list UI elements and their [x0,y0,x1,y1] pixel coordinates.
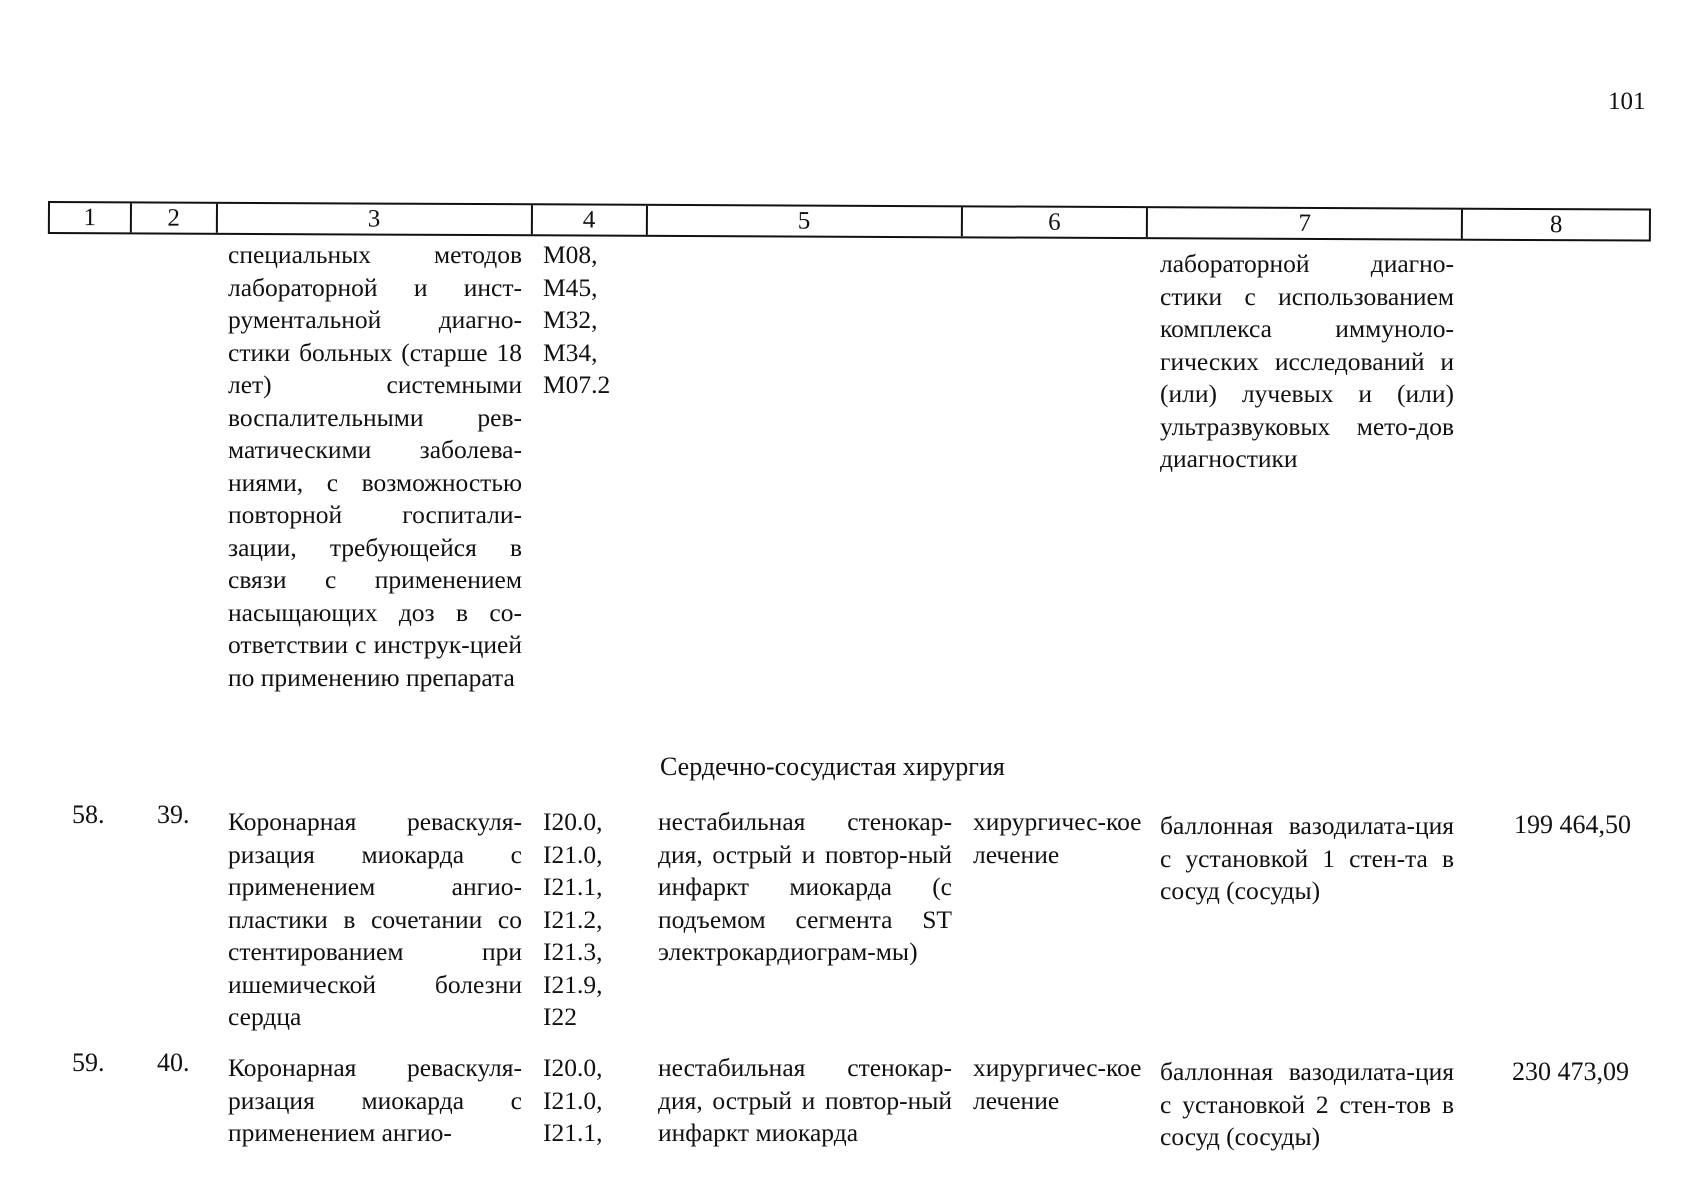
row-58-col7: баллонная вазодилата-ция с установкой 1 стен-та в сосуд (сосуды) [1160,811,1454,905]
row-58-col3: Коронарная реваскуля-ризация миокарда с применением ангио-пластики в сочетании со стентированием при ишемической болезни сердца [228,807,522,1031]
continuation-col4: M08, M45, M32, M34, M07.2 [543,240,611,399]
header-col-2: 2 [132,203,218,232]
table-header-row [48,201,1651,242]
header-col-6: 6 [963,207,1149,237]
row-58-col2: 39. [157,800,190,829]
row-58-col8: 199 464,50 [1514,810,1631,839]
header-col-7: 7 [1148,208,1463,238]
header-col-3: 3 [217,204,532,234]
header-col-5: 5 [647,206,962,236]
row-59-col1: 59. [72,1048,105,1077]
row-59-col8: 230 473,09 [1512,1057,1629,1086]
row-58-col6: хирургичес-кое лечение [973,807,1142,869]
row-59-col4: I20.0, I21.0, I21.1, [543,1053,603,1147]
row-59-col7: баллонная вазодилата-ция с установкой 2 стен-тов в сосуд (сосуды) [1160,1057,1454,1151]
row-58-col4: I20.0, I21.0, I21.1, I21.2, I21.3, I21.9, I22 [543,807,603,1031]
page-number: 101 [1608,88,1646,115]
row-59-col3: Коронарная реваскуля-ризация миокарда с применением ангио- [228,1053,522,1147]
header-col-1: 1 [50,203,132,232]
header-col-8: 8 [1549,210,1563,238]
row-58-col1: 58. [72,800,105,829]
row-59-col6: хирургичес-кое лечение [973,1053,1142,1115]
row-59-col2: 40. [157,1048,190,1077]
row-59-col5: нестабильная стенокар-дия, острый и повтор-ный инфаркт миокарда [658,1053,952,1147]
row-58-col5: нестабильная стенокар-дия, острый и повтор-ный инфаркт миокарда (с подъемом сегмента ST электрокардиограм-мы) [658,807,952,966]
continuation-col7: лабораторной диагно-стики с использованием комплекса иммуноло-гических исследований и (или) лучевых и (или) ультразвуковых мето-дов диагностики [1160,249,1454,473]
header-col-4: 4 [533,205,648,235]
continuation-col3: специальных методов лабораторной и инст-рументальной диагно-стики больных (старше 18 лет) системными воспалительными рев-матическими заболева-ниями, с возможностью повторной госпитали-зации, требующейся в связи с применением насыщающих доз в со-ответствии с инструк-цией по применению препарата [228,240,522,692]
section-title: Сердечно-сосудистая хирургия [660,752,1005,781]
